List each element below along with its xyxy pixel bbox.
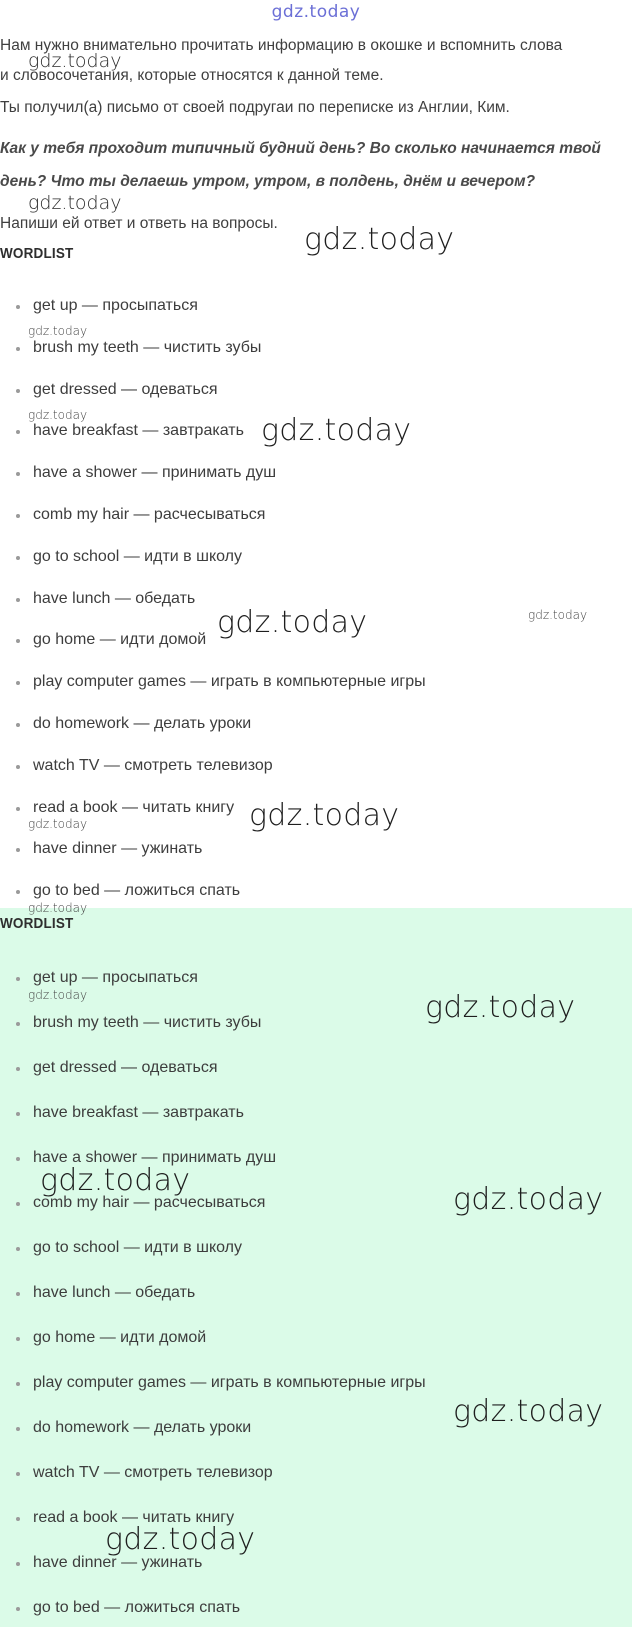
watermark: gdz.today: [304, 222, 455, 257]
list-item-text: comb my hair — расчесываться: [33, 1194, 266, 1211]
bullet-icon: [16, 305, 20, 309]
question-line-1: Как у тебя проходит типичный будний день? Во сколько начинается твой: [0, 140, 601, 157]
list-item-text: read a book — читать книгу: [33, 798, 235, 816]
bullet-icon: [16, 1247, 20, 1251]
list-item-text: go home — идти домой: [33, 1329, 207, 1346]
bullet-icon: [16, 807, 20, 811]
list-item-text: watch TV — смотреть телевизор: [33, 756, 273, 774]
list-item-text: do homework — делать уроки: [33, 715, 252, 732]
watermark: gdz.today: [425, 990, 576, 1025]
watermark: gdz.today: [453, 1182, 604, 1217]
watermark: gdz.today: [453, 1394, 604, 1429]
bullet-icon: [16, 598, 20, 602]
bullet-icon: [16, 977, 20, 981]
list-item-text: read a book — читать книгу: [33, 1509, 235, 1526]
bullet-icon: [16, 765, 20, 769]
bullet-icon: [16, 1337, 20, 1341]
question-line-2: день? Что ты делаешь утром, утром, в полдень, днём и вечером?: [0, 173, 536, 190]
list-item-text: get dressed — одеваться: [33, 380, 218, 398]
list-item-text: get up — просыпаться: [33, 969, 198, 986]
list-item-text: have breakfast — завтракать: [33, 1104, 244, 1121]
site-logo[interactable]: gdz.today: [271, 2, 361, 22]
wordlist-heading: WORDLIST: [0, 245, 74, 262]
bullet-icon: [16, 1202, 20, 1206]
watermark: gdz.today: [28, 50, 122, 72]
task-text: Напиши ей ответ и ответь на вопросы.: [0, 215, 278, 232]
list-item-text: go to school — идти в школу: [33, 547, 242, 565]
list-item-text: go to bed — ложиться спать: [33, 1599, 241, 1616]
watermark: gdz.today: [28, 901, 88, 915]
bullet-icon: [16, 1022, 20, 1026]
bullet-icon: [16, 1112, 20, 1116]
bullet-icon: [16, 1292, 20, 1296]
bullet-icon: [16, 472, 20, 476]
wordlist-heading: WORDLIST: [0, 915, 74, 932]
bullet-icon: [16, 1607, 20, 1611]
bullet-icon: [16, 1067, 20, 1071]
bullet-icon: [16, 681, 20, 685]
list-item-text: get up — просыпаться: [33, 297, 198, 314]
watermark: gdz.today: [28, 988, 88, 1002]
list-item-text: have lunch — обедать: [33, 1284, 196, 1301]
bullet-icon: [16, 1472, 20, 1476]
watermark: gdz.today: [249, 798, 400, 833]
list-item-text: go to school — идти в школу: [33, 1239, 242, 1256]
intro-line-2: и словосочетания, которые относятся к данной теме.: [0, 67, 384, 84]
watermark: gdz.today: [28, 324, 88, 338]
list-item-text: watch TV — смотреть телевизор: [33, 1464, 273, 1481]
watermark: gdz.today: [217, 605, 368, 640]
list-item-text: get dressed — одеваться: [33, 1059, 218, 1076]
watermark: gdz.today: [28, 408, 88, 422]
intro-line-1: Нам нужно внимательно прочитать информацию в окошке и вспомнить слова: [0, 37, 563, 54]
letter-note: Ты получил(а) письмо от своей подругаи по переписке из Англии, Ким.: [0, 99, 510, 116]
list-item-text: play computer games — играть в компьютерные игры: [33, 1374, 426, 1391]
list-item-text: have dinner — ужинать: [33, 840, 203, 858]
bullet-icon: [16, 514, 20, 518]
bullet-icon: [16, 1427, 20, 1431]
bullet-icon: [16, 723, 20, 727]
watermark: gdz.today: [105, 1522, 256, 1557]
watermark: gdz.today: [528, 608, 588, 622]
bullet-icon: [16, 430, 20, 434]
watermark: gdz.today: [28, 192, 122, 214]
bullet-icon: [16, 389, 20, 393]
list-item-text: have breakfast — завтракать: [33, 422, 244, 440]
bullet-icon: [16, 1382, 20, 1386]
list-item-text: have a shower — принимать душ: [33, 1149, 277, 1166]
list-item-text: brush my teeth — чистить зубы: [33, 1014, 262, 1031]
list-item-text: go home — идти домой: [33, 631, 207, 649]
bullet-icon: [16, 1517, 20, 1521]
list-item-text: play computer games — играть в компьютерные игры: [33, 673, 426, 691]
wordlist-panel: [0, 908, 632, 1627]
list-item-text: do homework — делать уроки: [33, 1419, 252, 1436]
watermark: gdz.today: [261, 413, 412, 448]
bullet-icon: [16, 639, 20, 643]
bullet-icon: [16, 1562, 20, 1566]
bullet-icon: [16, 890, 20, 894]
list-item-text: go to bed — ложиться спать: [33, 882, 241, 900]
bullet-icon: [16, 347, 20, 351]
list-item-text: comb my hair — расчесываться: [33, 506, 266, 523]
bullet-icon: [16, 848, 20, 852]
watermark: gdz.today: [28, 817, 88, 831]
list-item-text: have lunch — обедать: [33, 589, 196, 607]
bullet-icon: [16, 1157, 20, 1161]
list-item-text: have a shower — принимать душ: [33, 464, 277, 482]
bullet-icon: [16, 556, 20, 560]
list-item-text: brush my teeth — чистить зубы: [33, 338, 262, 356]
watermark: gdz.today: [40, 1163, 191, 1198]
list-item-text: have dinner — ужинать: [33, 1554, 203, 1571]
